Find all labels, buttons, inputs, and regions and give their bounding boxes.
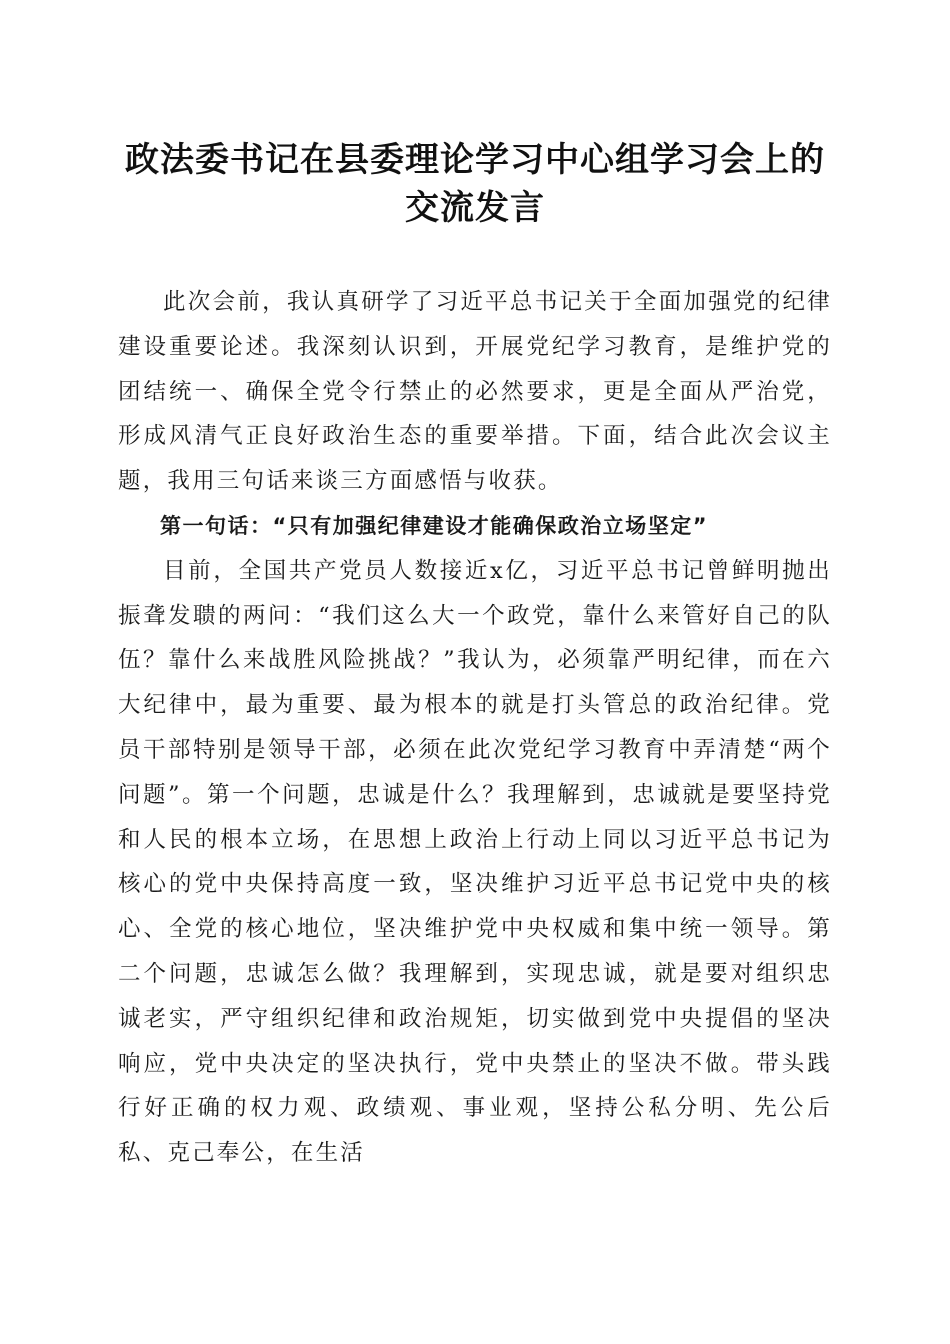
- paragraph-section-1: 目前，全国共产党员人数接近x亿，习近平总书记曾鲜明抛出振聋发聩的两问：“我们这么大一个政党，靠什么来管好自己的队伍？靠什么来战胜风险挑战？”我认为，必须靠严明纪律，而在六大纪律中，最为重要、最为根本的就是打头管总的政治纪律。党员干部特别是领导干部，必须在此次党纪学习教育中弄清楚“两个问题”。第一个问题，忠诚是什么？我理解到，忠诚就是要坚持党和人民的根本立场，在思想上政治上行动上同以习近平总书记为核心的党中央保持高度一致，坚决维护习近平总书记党中央的核心、全党的核心地位，坚决维护党中央权威和集中统一领导。第二个问题，忠诚怎么做？我理解到，实现忠诚，就是要对组织忠诚老实，严守组织纪律和政治规矩，切实做到党中央提倡的坚决响应，党中央决定的坚决执行，党中央禁止的坚决不做。带头践行好正确的权力观、政绩观、事业观，坚持公私分明、先公后私、克己奉公，在生活: [118, 557, 832, 1167]
- document-body: [118, 280, 832, 1176]
- title-line-2: 交流发言: [405, 188, 545, 228]
- paragraph-intro: 此次会前，我认真研学了习近平总书记关于全面加强党的纪律建设重要论述。我深刻认识到，开展党纪学习教育，是维护党的团结统一、确保全党令行禁止的必然要求，更是全面从严治党，形成风清气正良好政治生态的重要举措。下面，结合此次会议主题，我用三句话来谈三方面感悟与收获。: [118, 289, 832, 495]
- title-line-1: 政法委书记在县委理论学习中心组学习会上的: [125, 140, 825, 180]
- section-heading-1: 第一句话：“只有加强纪律建设才能确保政治立场坚定”: [160, 513, 709, 538]
- document-title: [110, 136, 840, 232]
